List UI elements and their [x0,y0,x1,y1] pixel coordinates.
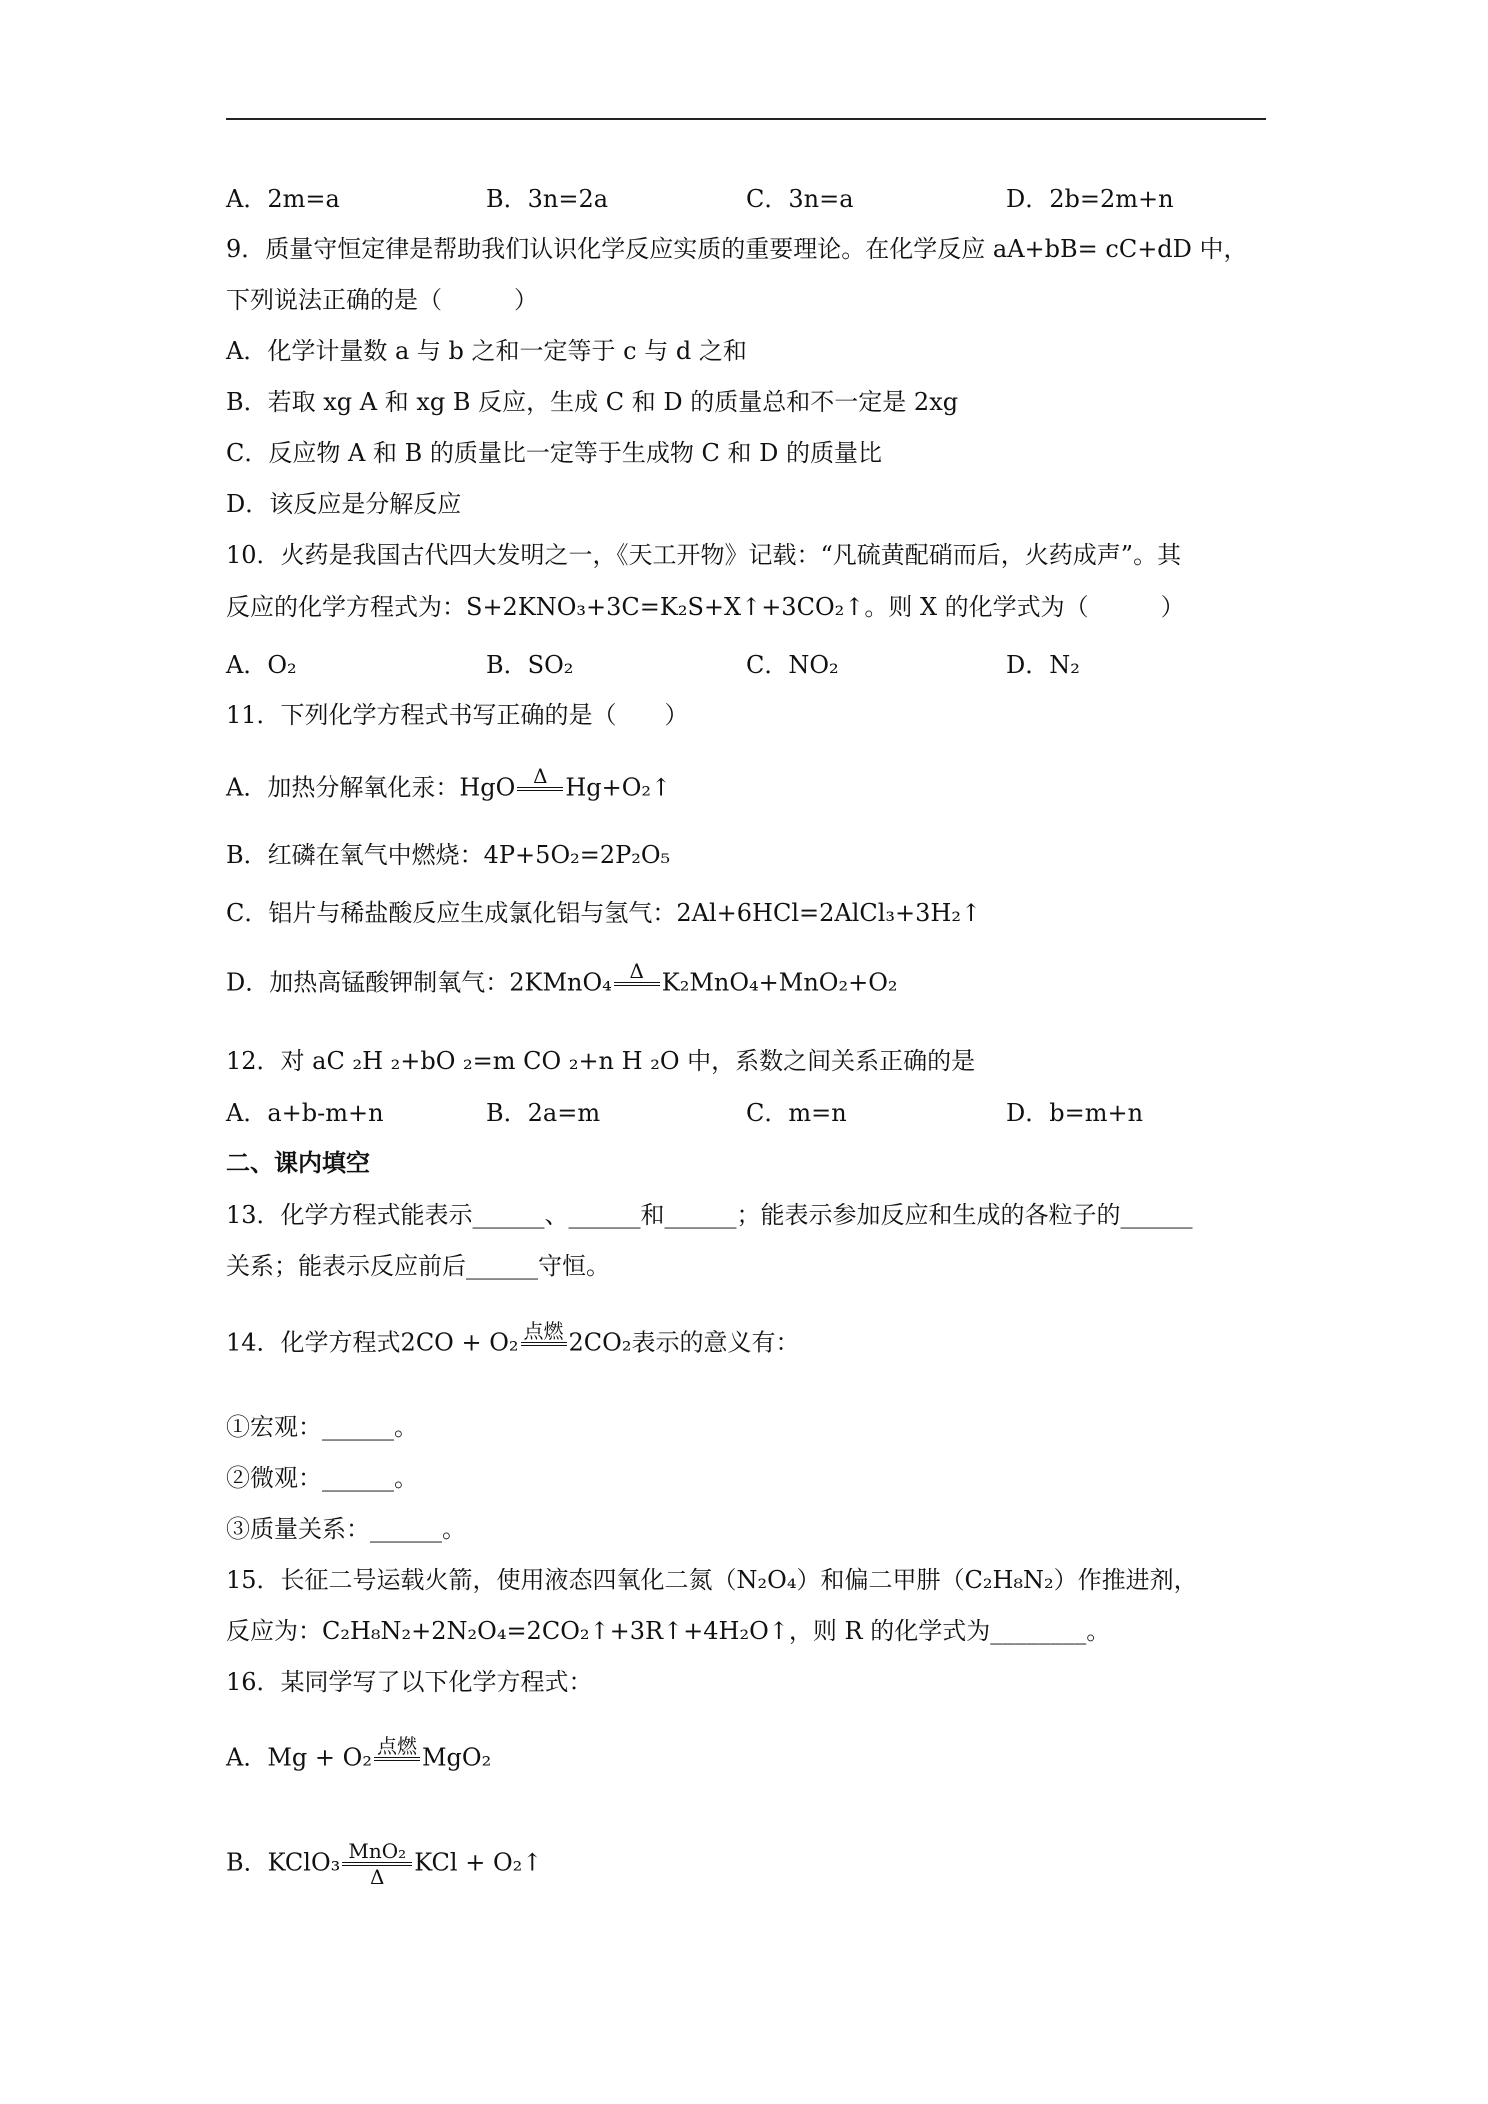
q16-b-rhs: KCl + O₂↑ [414,1848,543,1877]
q9-stem-line2: 下列说法正确的是（ ） [226,286,538,314]
q11-option-b [226,838,670,872]
q10-stem-line2 [226,590,1185,624]
q8-option-a: A．2m=a [226,185,340,213]
q10-option-d: D．N₂ [1006,651,1080,679]
q14-rhs: 2CO₂ [568,1328,632,1357]
q10-options [226,648,1266,682]
q11-stem: 11．下列化学方程式书写正确的是（ ） [226,701,689,729]
q14-suffix: 表示的意义有： [631,1328,800,1357]
q9-option-c: C．反应物 A 和 B 的质量比一定等于生成物 C 和 D 的质量比 [226,439,882,467]
q11-d-condition: Δ [629,959,644,983]
q10-equation: S+2KNO₃+3C=K₂S+X↑+3CO₂↑ [466,593,865,621]
q11-a-label: A．加热分解氧化汞： [226,773,460,802]
q12-stem: 12．对 aC ₂H ₂+bO ₂=m CO ₂+n H ₂O 中，系数之间关系正确的是 [226,1047,976,1075]
q13-line2: 关系；能表示反应前后______守恒。 [226,1252,610,1280]
q11-a-arrow [517,765,563,813]
q14-item-1: ①宏观：______。 [226,1413,418,1441]
q9-option-b: B．若取 xg A 和 xg B 反应，生成 C 和 D 的质量总和不一定是 2xg [226,388,959,416]
q12-option-a: A．a+b-m+n [226,1099,384,1127]
q16-option-a [226,1735,491,1783]
q11-option-d [226,960,898,1008]
q10-prefix: 反应的化学方程式为： [226,593,466,621]
q16-b-catalyst: MnO₂ [348,1839,407,1863]
q11-b-equation: 4P+5O₂=2P₂O₅ [483,841,671,869]
q9-option-d: D．该反应是分解反应 [226,490,462,518]
section-heading: 二、课内填空 [226,1148,370,1177]
q16-b-heat: Δ [370,1865,385,1889]
q10-suffix: 。则 X 的化学式为（ ） [864,593,1185,621]
q11-option-c [226,896,981,930]
q14-prefix: 14．化学方程式 [226,1328,401,1357]
q16-a-arrow [374,1735,420,1783]
q11-option-a [226,765,671,813]
q11-a-condition: Δ [533,764,548,788]
q8-option-c: C．3n=a [746,185,854,213]
q12-options [226,1096,1266,1130]
q10-option-b: B．SO₂ [486,651,574,679]
q14-item-3: ③质量关系：______。 [226,1515,466,1543]
q11-a-rhs: Hg+O₂↑ [565,773,672,802]
q16-b-label: B． [226,1848,268,1877]
q13-line1: 13．化学方程式能表示______、______和______；能表示参加反应和生成的各粒子的______ [226,1201,1193,1229]
q16-b-arrow [342,1840,412,1888]
q16-b-lhs: KClO₃ [267,1848,341,1877]
q16-a-condition: 点燃 [376,1734,417,1758]
q9-stem-line1: 9．质量守恒定律是帮助我们认识化学反应实质的重要理论。在化学反应 aA+bB= cC+dD 中， [226,235,1248,263]
q11-d-lhs: 2KMnO₄ [509,968,612,997]
q14-condition: 点燃 [523,1319,564,1343]
q12-option-c: C．m=n [746,1099,847,1127]
q16-stem: 16．某同学写了以下化学方程式： [226,1668,593,1696]
q11-d-arrow [614,960,660,1008]
q14-stem [226,1320,799,1368]
q10-option-a: A．O₂ [226,651,297,679]
q11-b-label: B．红磷在氧气中燃烧： [226,841,484,869]
q8-options [226,182,1266,216]
q15-line2: 反应为：C₂H₈N₂+2N₂O₄=2CO₂↑+3R↑+4H₂O↑，则 R 的化学式为________。 [226,1617,1111,1645]
q11-c-label: C．铝片与稀盐酸反应生成氯化铝与氢气： [226,899,677,927]
q16-a-label: A． [226,1743,268,1772]
q14-arrow [521,1320,567,1368]
header-rule [226,118,1266,120]
q12-option-d: D．b=m+n [1006,1099,1144,1127]
q14-lhs: 2CO + O₂ [400,1328,519,1357]
q10-option-c: C．NO₂ [746,651,839,679]
q15-line1: 15．长征二号运载火箭，使用液态四氧化二氮（N₂O₄）和偏二甲肼（C₂H₈N₂）作推进剂， [226,1566,1198,1594]
q9-option-a: A．化学计量数 a 与 b 之和一定等于 c 与 d 之和 [226,337,747,365]
q11-d-rhs: K₂MnO₄+MnO₂+O₂ [661,968,898,997]
q8-option-b: B．3n=2a [486,185,609,213]
q8-option-d: D．2b=2m+n [1006,185,1174,213]
q14-item-2: ②微观：______。 [226,1464,418,1492]
q16-option-b [226,1840,542,1888]
q10-stem-line1: 10．火药是我国古代四大发明之一，《天工开物》记载：“凡硫黄配硝而后，火药成声”。其 [226,541,1182,569]
q11-d-label: D．加热高锰酸钾制氧气： [226,968,510,997]
q16-a-rhs: MgO₂ [421,1743,492,1772]
q16-a-lhs: Mg + O₂ [267,1743,372,1772]
q11-a-lhs: HgO [459,773,516,802]
q11-c-equation: 2Al+6HCl=2AlCl₃+3H₂↑ [676,899,982,927]
q12-option-b: B．2a=m [486,1099,601,1127]
